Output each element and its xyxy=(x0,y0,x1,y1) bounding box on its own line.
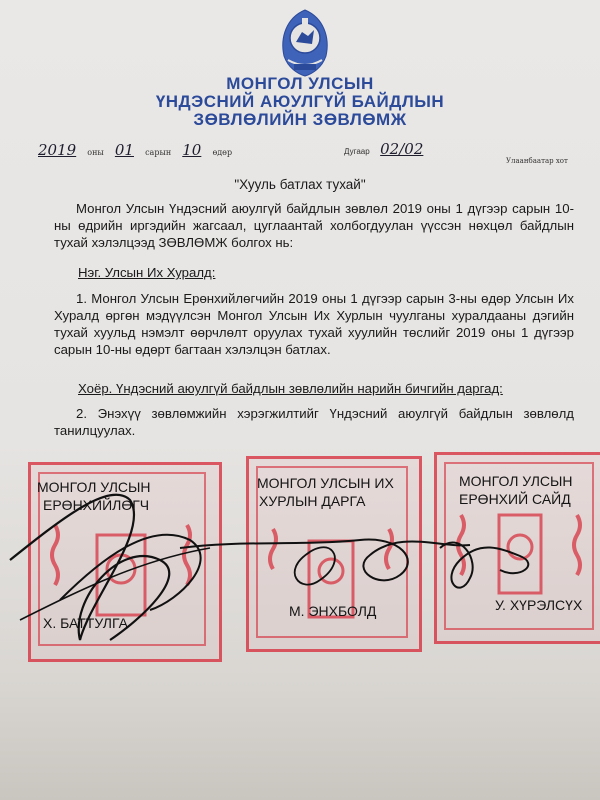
stamp-president-title-2: ЕРӨНХИЙЛӨГЧ xyxy=(43,497,150,513)
section2-paragraph: 2. Энэхүү зөвлөмжийн хэрэгжилтийг Үндэсний аюулгүй байдлын зөвлөлд танилцуулах. xyxy=(54,406,574,438)
city-label: Улаанбаатар хот xyxy=(506,157,568,165)
stamp-pm-title-1: МОНГОЛ УЛСЫН xyxy=(459,473,573,489)
stamp-pm-title-2: ЕРӨНХИЙ САЙД xyxy=(459,491,571,507)
stamp-pm-name: У. ХҮРЭЛСҮХ xyxy=(495,597,583,613)
date-day: 10 xyxy=(182,141,202,159)
date-day-word: өдөр xyxy=(212,148,233,157)
date-year: 2019 xyxy=(38,141,77,159)
document-title: "Хууль батлах тухай" xyxy=(234,177,366,192)
stamp-president-name: Х. БАТТУЛГА xyxy=(43,615,128,631)
section1-heading: Нэг. Улсын Их Хуралд: xyxy=(78,265,216,280)
reference-value: 02/02 xyxy=(380,140,424,158)
date-month: 01 xyxy=(114,141,134,159)
header-line-3: ЗӨВЛӨЛИЙН ЗӨВЛӨМЖ xyxy=(193,110,407,129)
stamp-speaker-title-1: МОНГОЛ УЛСЫН ИХ xyxy=(257,475,394,491)
header-line-1: МОНГОЛ УЛСЫН xyxy=(226,74,374,93)
intro-paragraph: Монгол Улсын Үндэсний аюулгүй байдлын зөвлөл 2019 оны 1 дүгээр сарын 10-ны өдрийн иргэдийн жагсаал, цуглаантай холбогдуулан үүссэн нөхцөл байдлын тухай хэлэлцээд ЗӨВЛӨМЖ болгох нь: xyxy=(54,201,574,250)
stamp-speaker-name: М. ЭНХБОЛД xyxy=(289,603,377,619)
header-line-2: ҮНДЭСНИЙ АЮУЛГҮЙ БАЙДЛЫН xyxy=(155,92,445,111)
date-year-word: оны xyxy=(87,148,104,157)
date-month-word: сарын xyxy=(145,148,172,157)
section2-heading: Хоёр. Үндэсний аюулгүй байдлын зөвлөлийн нарийн бичгийн даргад: xyxy=(78,381,503,396)
reference-label: Дугаар xyxy=(344,147,370,156)
stamp-president-title-1: МОНГОЛ УЛСЫН xyxy=(37,479,151,495)
stamp-speaker-title-2: ХУРЛЫН ДАРГА xyxy=(259,493,366,509)
section1-paragraph: 1. Монгол Улсын Ерөнхийлөгчийн 2019 оны 1 дүгээр сарын 3-ны өдөр Улсын Их Хуралд өргөн мэдүүлсэн Монгол Улсын Их Хурлын чуулганы хуралдааны дэгийн тухай хуульд нэмэлт өөрчлөлт оруулах тухай хуулийн төслийг 2019 оны 1 дүгээр сарын 10-ны өдөрт багтаан хэлэлцэн батлах. xyxy=(54,291,574,357)
